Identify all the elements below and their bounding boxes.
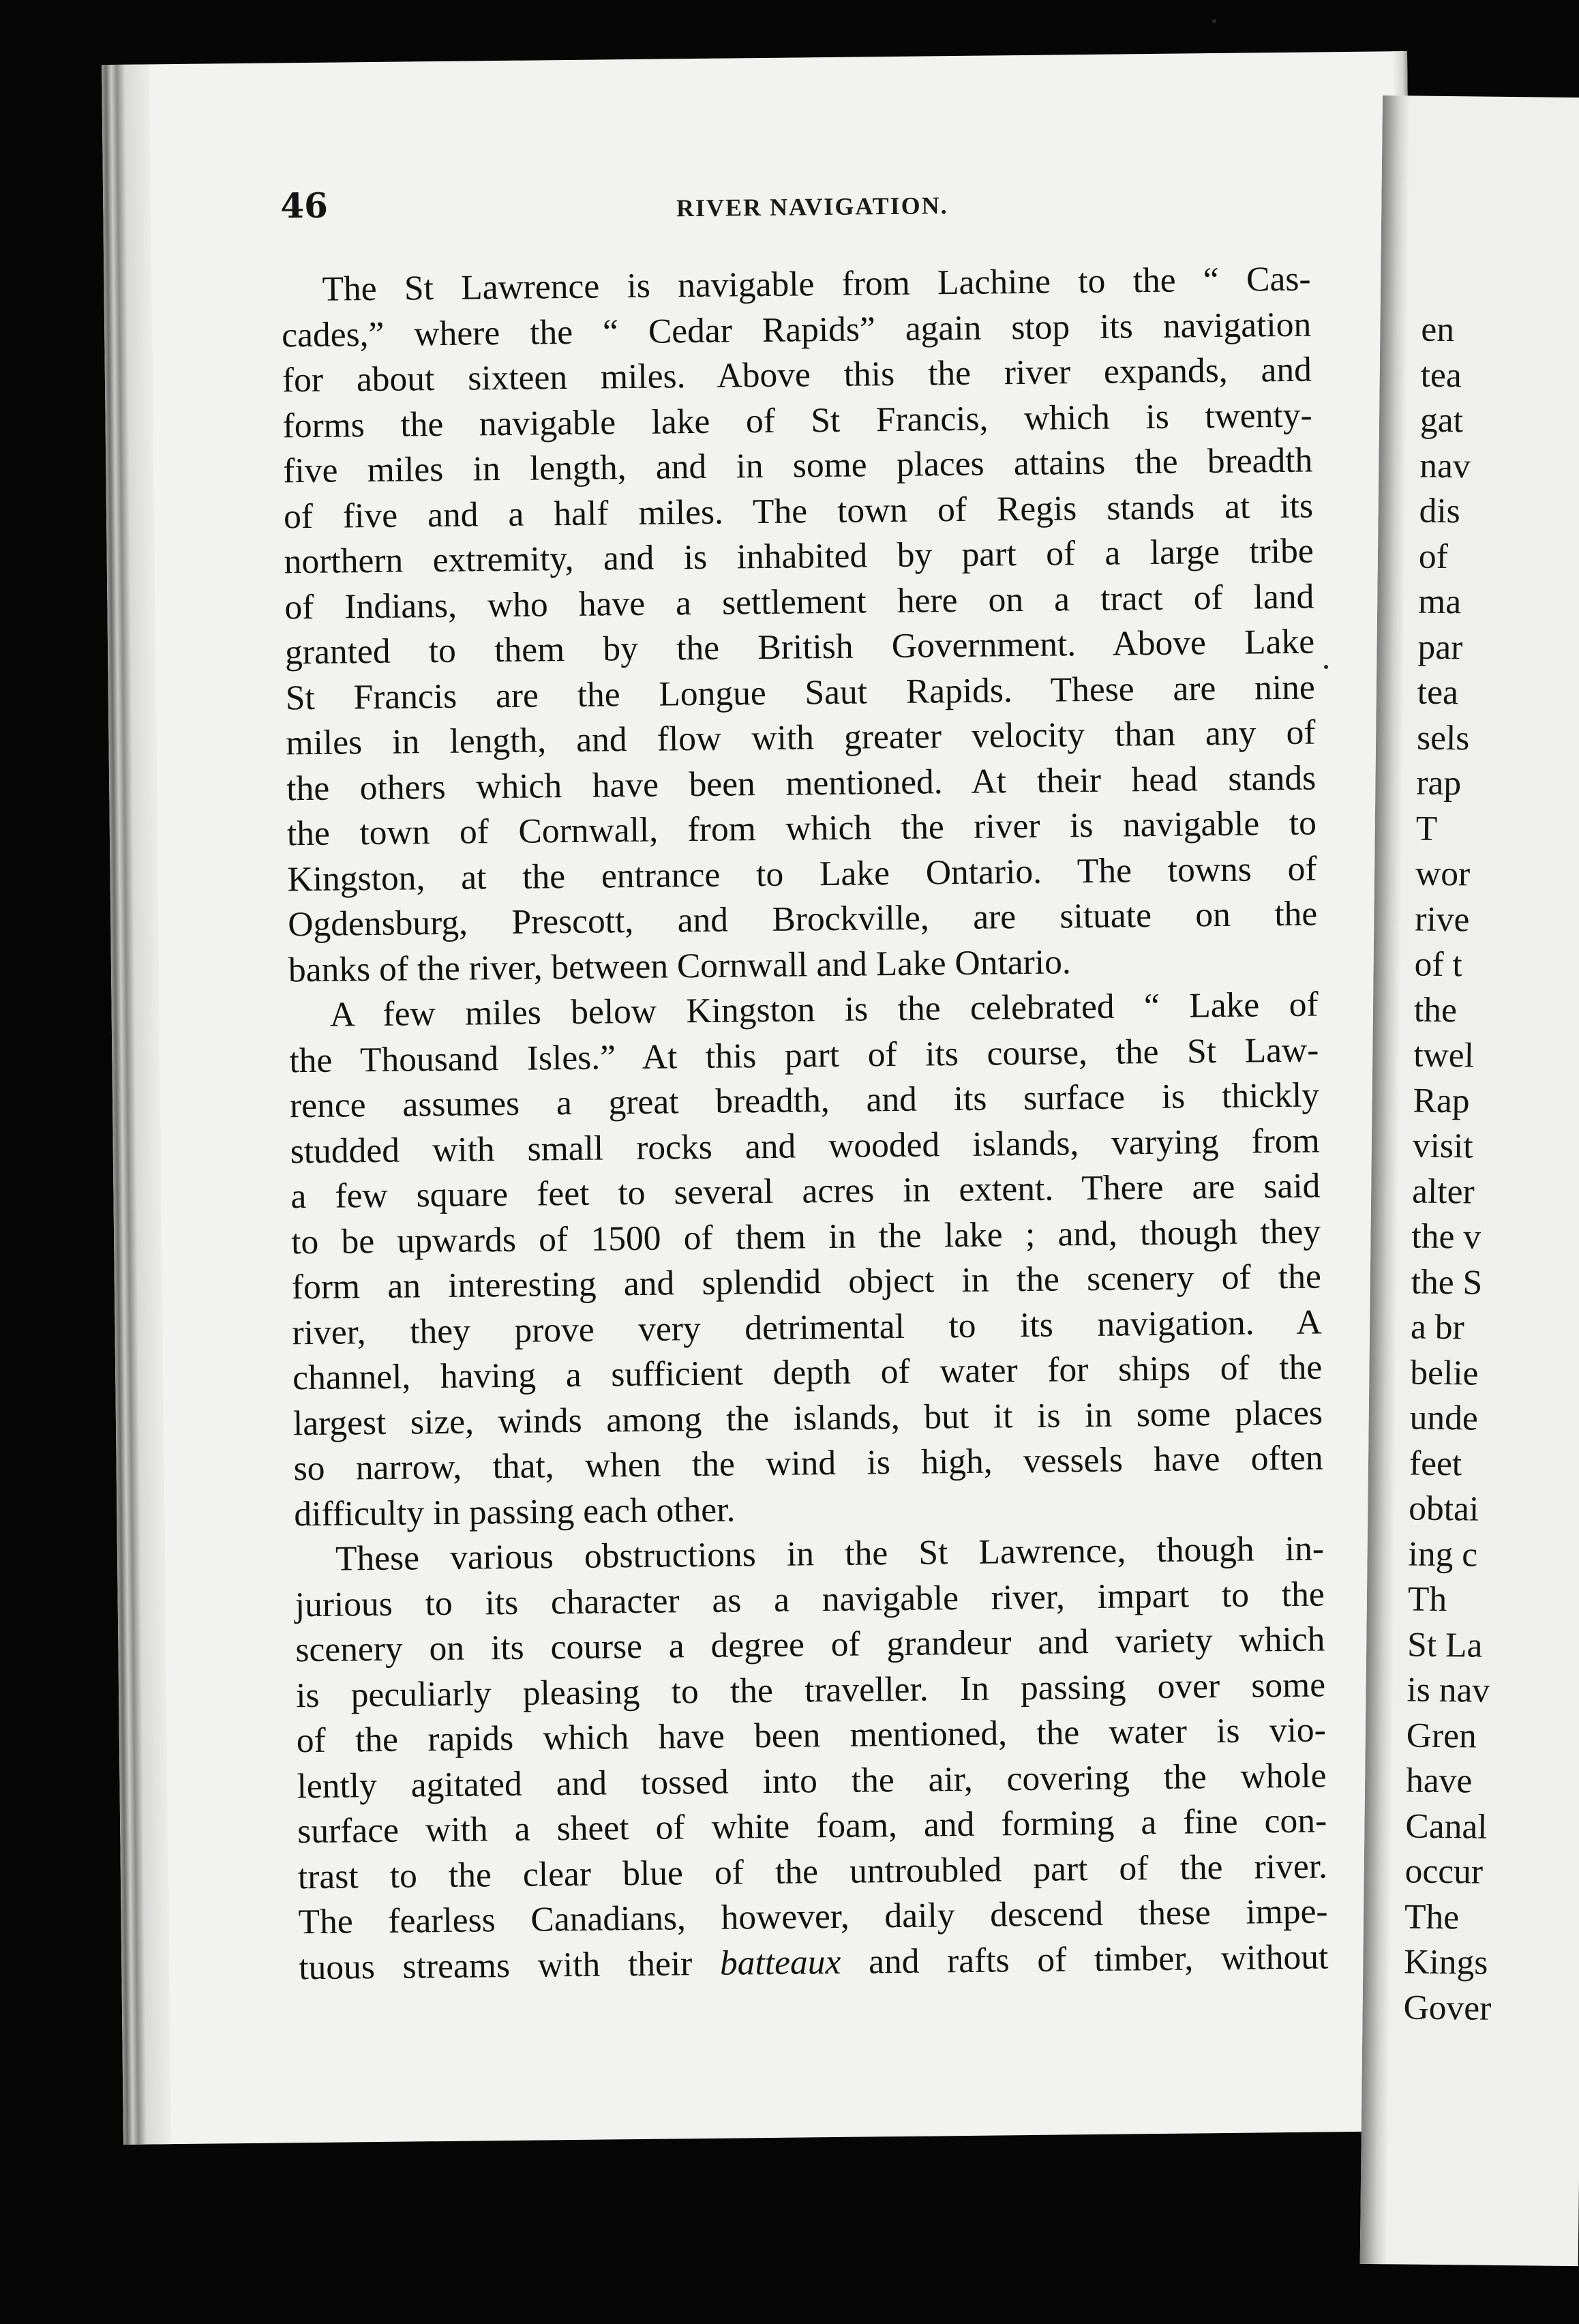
facing-text-line: twel xyxy=(1413,1035,1475,1075)
running-head: RIVER NAVIGATION. xyxy=(676,192,948,222)
italic-word: batteaux xyxy=(719,1942,841,1983)
facing-text-line: the xyxy=(1413,990,1458,1030)
text-line: lently agitated and tossed into the air, covering the whole xyxy=(297,1755,1327,1806)
text-line: difficulty in passing each other. xyxy=(294,1489,736,1534)
facing-text-line: wor xyxy=(1415,854,1471,894)
facing-text-line: of t xyxy=(1414,944,1463,985)
text-line: the others which have been mentioned. At their head stands xyxy=(286,758,1317,808)
text-line: the Thousand Isles.” At this part of its course, the St Law- xyxy=(289,1030,1319,1080)
facing-text-line: of xyxy=(1418,537,1449,576)
dust-speck xyxy=(1324,665,1328,669)
text-line: northern extremity, and is inhabited by part of a large tribe xyxy=(284,531,1314,582)
facing-text-line: alter xyxy=(1411,1172,1475,1211)
facing-text-line: is nav xyxy=(1407,1670,1490,1710)
facing-text-line: ing c xyxy=(1408,1534,1478,1575)
facing-text-line: en xyxy=(1421,310,1455,350)
facing-text-line: Kings xyxy=(1404,1942,1488,1982)
facing-text-line: tea xyxy=(1417,672,1459,713)
facing-text-line: a br xyxy=(1410,1307,1465,1347)
facing-text-line: Th xyxy=(1407,1579,1447,1620)
text-line: of Indians, who have a settlement here on a tract of land xyxy=(284,577,1314,627)
text-line: The fearless Canadians, however, daily descend these impe- xyxy=(298,1892,1328,1942)
text-line: A few miles below Kingston is the celebrated “ Lake of xyxy=(329,985,1319,1034)
facing-text-line: visit xyxy=(1412,1126,1473,1166)
text-line: river, they prove very detrimental to its navigation. A xyxy=(292,1302,1322,1352)
text-line: forms the navigable lake of St Francis, which is twenty- xyxy=(282,396,1312,445)
text-line: jurious to its character as a navigable river, impart to the xyxy=(295,1574,1325,1624)
text-line: the town of Cornwall, from which the river is navigable to xyxy=(286,803,1317,854)
facing-text-line: dis xyxy=(1419,491,1461,531)
facing-text-line: have xyxy=(1405,1761,1473,1801)
facing-text-line: tea xyxy=(1420,355,1462,395)
facing-text-line: feet xyxy=(1409,1444,1462,1483)
text-line: five miles in length, and in some places attains the breadth xyxy=(283,441,1313,491)
text-line: granted to them by the British Government. Above Lake xyxy=(284,622,1315,672)
text-line: studded with small rocks and wooded islands, varying from xyxy=(290,1120,1320,1171)
page-gutter-shadow xyxy=(102,64,171,2145)
facing-text-line: unde xyxy=(1409,1398,1479,1438)
text-line: a few square feet to several acres in extent. There are said xyxy=(290,1166,1321,1217)
text-line: St Francis are the Longue Saut Rapids. These are nine xyxy=(285,668,1316,717)
facing-text-line: ma xyxy=(1417,582,1462,622)
facing-page-fragment xyxy=(1360,95,1579,2266)
facing-text-line: Rap xyxy=(1413,1081,1470,1120)
facing-text-line: The xyxy=(1404,1896,1460,1937)
facing-text-line: belie xyxy=(1410,1353,1479,1393)
text-line: Kingston, at the entrance to Lake Ontario. The towns of xyxy=(287,849,1317,899)
text-line: cades,” where the “ Cedar Rapids” again stop its navigation xyxy=(281,305,1312,355)
text-line: surface with a sheet of white foam, and forming a fine con- xyxy=(297,1801,1327,1851)
text-line: Ogdensburg, Prescott, and Brockville, are situate on the xyxy=(288,894,1318,944)
text-line: rence assumes a great breadth, and its surface is thickly xyxy=(289,1075,1320,1126)
text-line: banks of the river, between Cornwall and Lake Ontario. xyxy=(288,942,1071,989)
facing-text-line: Gover xyxy=(1403,1987,1492,2028)
facing-text-line: obtai xyxy=(1409,1489,1479,1529)
body-text xyxy=(281,257,1328,1991)
text-line: form an interesting and splendid object in the scenery of the xyxy=(291,1257,1322,1307)
facing-text-line: nav xyxy=(1419,446,1471,486)
facing-text-line: rap xyxy=(1416,763,1462,803)
facing-text-line: the S xyxy=(1411,1262,1483,1302)
facing-text-line: Canal xyxy=(1405,1806,1488,1847)
book-page-46 xyxy=(102,51,1429,2145)
page-number: 46 xyxy=(280,185,329,226)
facing-text-line: the v xyxy=(1411,1217,1482,1257)
text-line: is peculiarly pleasing to the traveller. In passing over some xyxy=(295,1665,1326,1715)
text-line: channel, having a sufficient depth of water for ships of the xyxy=(292,1347,1323,1398)
facing-text-line: gat xyxy=(1419,400,1464,441)
text-line: for about sixteen miles. Above this the river expands, and xyxy=(282,350,1312,400)
text-line: largest size, winds among the islands, but it is in some places xyxy=(292,1392,1323,1443)
text-line: to be upwards of 1500 of them in the lake ; and, though they xyxy=(290,1211,1321,1262)
text-line: of the rapids which have been mentioned, the water is vio- xyxy=(296,1710,1327,1761)
text-line: These various obstructions in the St Lawrence, though in- xyxy=(335,1529,1325,1579)
facing-text-line: Gren xyxy=(1406,1715,1477,1756)
dust-speck xyxy=(1212,19,1216,23)
facing-text-line: sels xyxy=(1416,718,1470,758)
facing-text-line: rive xyxy=(1415,899,1470,939)
facing-text-line: T xyxy=(1415,809,1438,848)
text-line: so narrow, that, when the wind is high, vessels have often xyxy=(293,1438,1323,1489)
text-line: tuous streams with their batteaux and rafts of timber, without xyxy=(299,1937,1329,1987)
facing-text-line: St La xyxy=(1407,1625,1483,1665)
text-line: The St Lawrence is navigable from Lachine to the “ Cas- xyxy=(322,259,1311,309)
text-line: of five and a half miles. The town of Regis stands at its xyxy=(283,486,1314,536)
text-line: trast to the clear blue of the untroubled part of the river. xyxy=(297,1846,1328,1896)
facing-page-text xyxy=(1403,308,1509,2031)
facing-text-line: par xyxy=(1417,627,1463,667)
page-header xyxy=(280,175,1344,247)
text-line: miles in length, and flow with greater velocity than any of xyxy=(286,713,1316,763)
facing-text-line: occur xyxy=(1404,1851,1484,1892)
text-line: scenery on its course a degree of grandeur and variety which xyxy=(295,1620,1325,1670)
